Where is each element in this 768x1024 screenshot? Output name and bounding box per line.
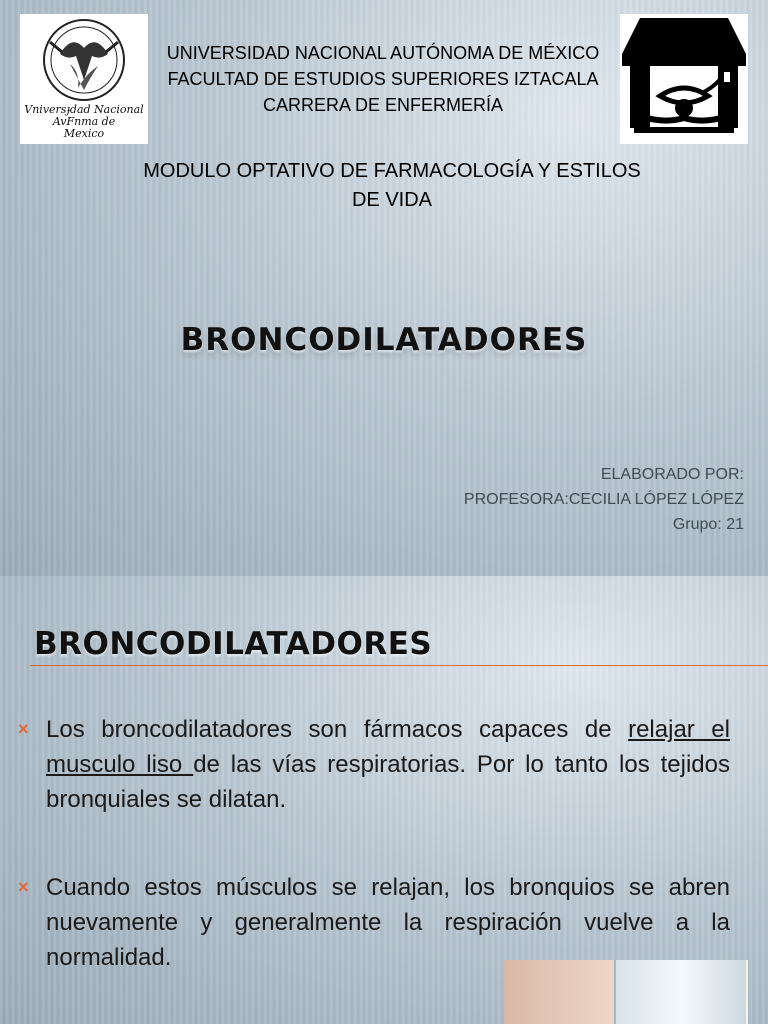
presentation-title: BRONCODILATADORES bbox=[180, 322, 588, 358]
unam-seal-icon bbox=[20, 14, 148, 109]
fes-iztacala-logo-icon bbox=[620, 14, 748, 144]
caption-line: Vniversɟdad Nacional bbox=[24, 103, 144, 116]
bullet-text-part: de las vías respiratorias. Por lo tanto los tejidos bronquiales se dilatan. bbox=[46, 751, 730, 813]
group-number: Grupo: 21 bbox=[672, 516, 744, 533]
career-name: CARRERA DE ENFERMERÍA bbox=[262, 95, 504, 115]
faculty-name: FACULTAD DE ESTUDIOS SUPERIORES IZTACALA bbox=[167, 69, 599, 89]
heading-divider bbox=[30, 665, 768, 666]
institution-header bbox=[150, 40, 616, 118]
bullet-text: Cuando estos músculos se relajan, los bronquios se abren nuevamente y generalmente la respiración vuelve a la normalidad. bbox=[46, 874, 730, 971]
professor-name: PROFESORA:CECILIA LÓPEZ LÓPEZ bbox=[463, 491, 744, 508]
x-bullet-icon: × bbox=[18, 719, 29, 739]
fes-logo bbox=[620, 14, 748, 144]
inhaler-shape bbox=[614, 960, 746, 1024]
content-slide bbox=[0, 576, 768, 1024]
inhaler-photo bbox=[504, 960, 748, 1024]
credits-label: ELABORADO POR: bbox=[600, 466, 744, 483]
module-title bbox=[100, 157, 684, 215]
x-bullet-icon: × bbox=[18, 877, 29, 897]
caption-line: Mexico bbox=[63, 127, 105, 140]
university-name: UNIVERSIDAD NACIONAL AUTÓNOMA DE MÉXICO bbox=[166, 43, 600, 63]
unam-logo bbox=[20, 14, 148, 144]
credits-block bbox=[344, 462, 744, 537]
bullet-text-part: Los broncodilatadores son fármacos capaces de bbox=[46, 716, 629, 743]
underlined-phrase: relajar el musculo liso bbox=[46, 716, 730, 778]
bullet-item bbox=[18, 712, 730, 817]
slide-heading: BRONCODILATADORES bbox=[34, 626, 433, 662]
module-title-line: MODULO OPTATIVO DE FARMACOLOGÍA Y ESTILOS bbox=[143, 160, 641, 182]
caption-line: AvFnma de bbox=[52, 115, 116, 128]
bullet-text bbox=[46, 712, 730, 817]
unam-logo-caption bbox=[20, 104, 148, 140]
module-title-line: DE VIDA bbox=[351, 189, 433, 211]
